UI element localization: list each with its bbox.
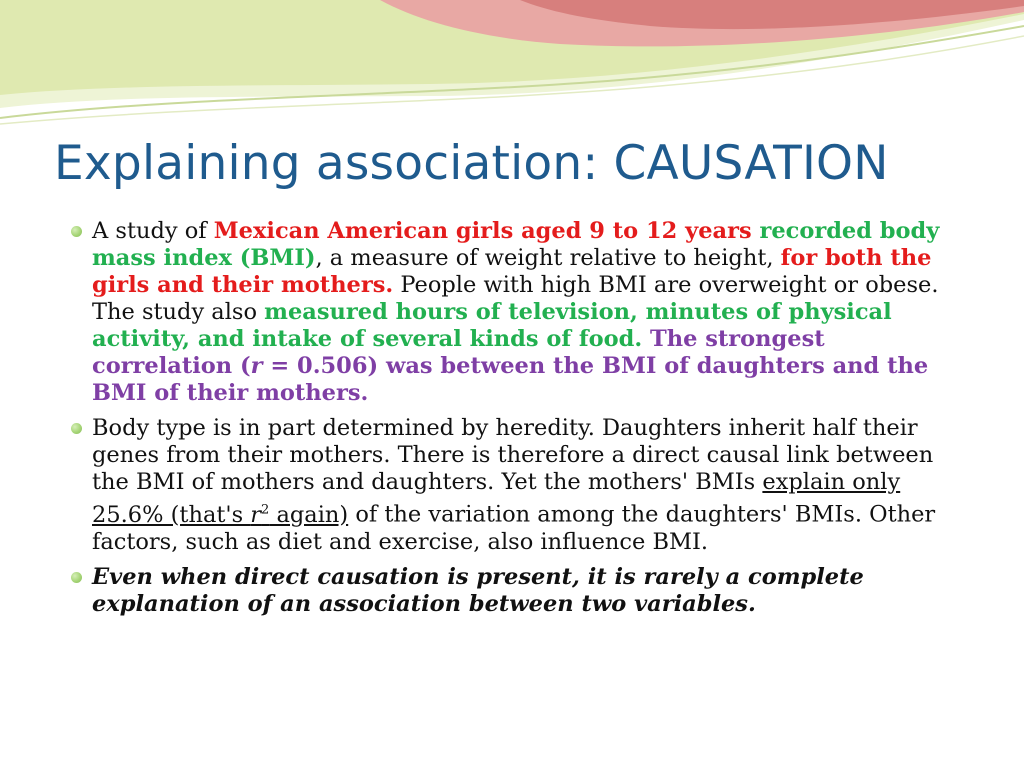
correlation-text-start: The strongest correlation ( <box>92 326 825 379</box>
slide-title: Explaining association: CAUSATION <box>54 136 889 191</box>
study-mothers-highlight: for both the girls and their mothers. <box>92 245 932 298</box>
other-factors-text: of the variation among the daughters' BMIs. Other factors, such as diet and exercise, also influence BMI. <box>92 501 936 555</box>
decorative-swoosh-banner <box>0 0 1024 130</box>
heredity-text: Body type is in part determined by heredity. Daughters inherit half their genes from their mothers. There is therefore a direct causal link between the BMI of mothers and daughters. Yet the mothers' BMIs <box>92 415 934 495</box>
explained-text-end: again) <box>269 501 349 528</box>
conclusion-text: Even when direct causation is present, it is rarely a complete explanation of an association between two variables. <box>92 563 864 617</box>
correlation-r-symbol: r <box>250 353 263 379</box>
study-measures-highlight: measured hours of television, minutes of physical activity, and intake of several kinds of food. <box>92 299 892 352</box>
slide-body <box>68 218 948 626</box>
bullet-conclusion <box>68 564 948 618</box>
bullet-study <box>68 218 948 407</box>
study-bmi-highlight: recorded body mass index (BMI) <box>92 218 940 271</box>
correlation-text-end: = 0.506) was between the BMI of daughters and the BMI of their mothers. <box>92 353 929 406</box>
explained-text-start: explain only 25.6% (that's <box>92 469 901 528</box>
bullet-heredity <box>68 415 948 556</box>
overweight-text: People with high BMI are overweight or obese. The study also <box>92 272 939 325</box>
study-intro-text: A study of <box>92 218 214 244</box>
study-subjects-highlight: Mexican American girls aged 9 to 12 years <box>213 218 752 244</box>
bmi-definition-text: , a measure of weight relative to height, <box>315 245 781 271</box>
bullet-dot-icon <box>71 572 82 583</box>
bullet-dot-icon <box>71 423 82 434</box>
r-squared-exponent: 2 <box>261 502 270 517</box>
bullet-dot-icon <box>71 226 82 237</box>
r-squared-symbol: r <box>250 501 262 528</box>
